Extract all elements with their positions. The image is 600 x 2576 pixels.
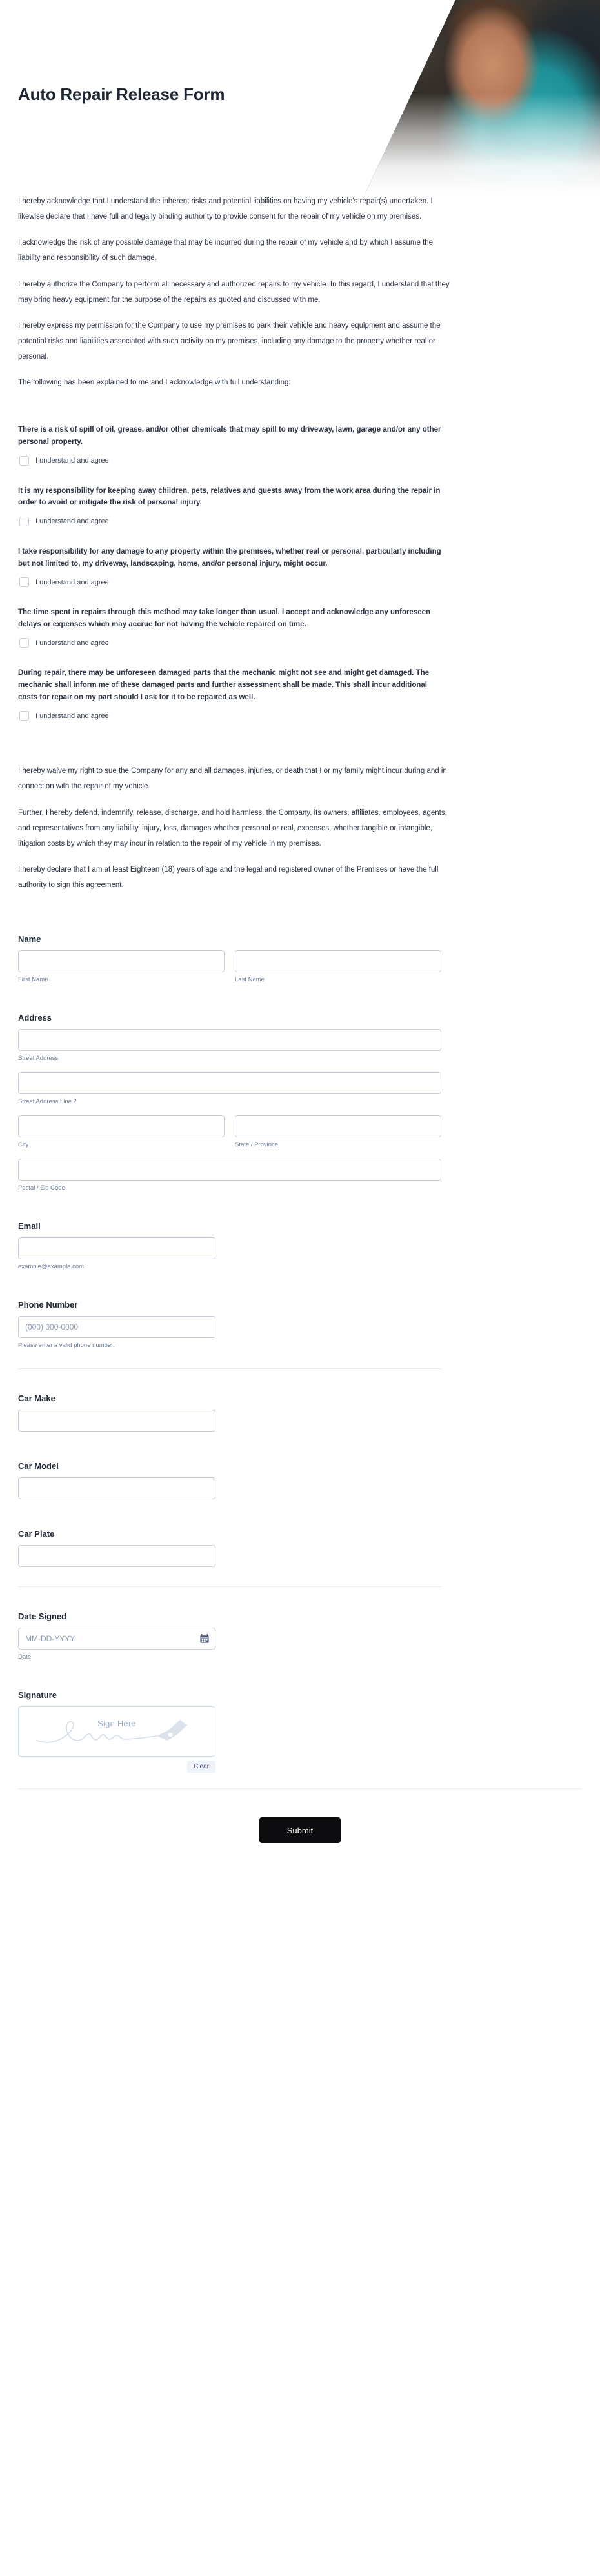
intro-paragraph-3: I hereby authorize the Company to perform all necessary and authorized repairs to my vehicle. In this regard, I understand that they may bring heavy equipment for the purpose of the repairs as quoted and discussed with me. — [18, 280, 450, 304]
spacer — [18, 740, 582, 763]
closing-paragraph-2: Further, I hereby defend, indemnify, release, discharge, and hold harmless, the Company, its owners, affiliates, employees, agents, and representatives from any liability, injury, loss, damages whether personal or real, expenses, whether tangible or intangible, litigation costs by which they may incur in relation to the repair of my vehicle in my premises. — [18, 808, 447, 848]
consent-block-5 — [18, 667, 444, 721]
car-plate-input[interactable] — [18, 1545, 215, 1567]
signature-canvas[interactable] — [18, 1706, 215, 1757]
car-model-input[interactable] — [18, 1477, 215, 1499]
street-address-2-input[interactable] — [18, 1072, 441, 1094]
field-group-email — [18, 1221, 582, 1270]
consent-text: During repair, there may be unforeseen damaged parts that the mechanic might not see and might get damaged. The mechanic shall inform me of these damaged parts and further assessment shall be made. This shall incur additional costs for repair on my part should I ask for it to be repaired as well. — [18, 669, 430, 701]
city-sublabel: City — [18, 1141, 29, 1149]
city-col — [18, 1115, 225, 1148]
postal-col — [18, 1159, 441, 1192]
field-group-address — [18, 1013, 582, 1192]
date-signed-label: Date Signed — [18, 1612, 67, 1622]
date-signed-input[interactable] — [18, 1628, 215, 1650]
intro-paragraph-4: I hereby express my permission for the Company to use my premises to park their vehicle and heavy equipment and assume the potential risks and liabilities associated with such activity on my premises, including any damage to the property whether real or personal. — [18, 321, 441, 361]
email-label: Email — [18, 1221, 41, 1232]
consent-text: There is a risk of spill of oil, grease, and/or other chemicals that may spill to my driveway, lawn, garage and/or any other personal property. — [18, 426, 441, 446]
street-address-sublabel: Street Address — [18, 1055, 59, 1063]
name-label: Name — [18, 934, 41, 944]
consent-checkbox-row-3[interactable] — [18, 577, 444, 587]
first-name-sublabel: First Name — [18, 976, 48, 984]
section-divider-2 — [18, 1586, 441, 1587]
car-model-col — [18, 1477, 215, 1499]
closing-paragraph-3: I hereby declare that I am at least Eighteen (18) years of age and the legal and registered owner of the Premises or have the full authority to sign this agreement. — [18, 865, 439, 890]
postal-zip-input[interactable] — [18, 1159, 441, 1181]
email-col — [18, 1237, 215, 1270]
address-label: Address — [18, 1013, 52, 1023]
field-group-date-signed — [18, 1612, 582, 1661]
spacer — [18, 1676, 582, 1690]
car-make-col — [18, 1410, 215, 1432]
signature-hint-text: Sign Here — [97, 1719, 136, 1729]
consent-block-2 — [18, 485, 444, 526]
signature-clear-row — [18, 1761, 215, 1773]
consent-block-3 — [18, 546, 444, 587]
checkbox-icon[interactable] — [19, 711, 29, 721]
phone-col — [18, 1316, 215, 1349]
checkbox-label: I understand and agree — [35, 457, 109, 465]
city-state-row — [18, 1115, 582, 1148]
last-name-input[interactable] — [235, 950, 441, 972]
date-input-wrapper — [18, 1628, 215, 1650]
date-signed-sublabel: Date — [18, 1653, 32, 1661]
mechanic-photo — [342, 0, 600, 194]
car-make-input[interactable] — [18, 1410, 215, 1432]
email-sublabel: example@example.com — [18, 1263, 85, 1271]
street-address-input[interactable] — [18, 1029, 441, 1051]
state-province-input[interactable] — [235, 1115, 441, 1137]
phone-input[interactable] — [18, 1316, 215, 1338]
section-divider-1 — [18, 1368, 441, 1369]
consent-block-4 — [18, 606, 444, 648]
checkbox-icon[interactable] — [19, 517, 29, 526]
spacer — [18, 1515, 582, 1529]
spacer — [18, 1062, 582, 1072]
phone-sublabel: Please enter a valid phone number. — [18, 1342, 115, 1350]
checkbox-label: I understand and agree — [35, 578, 109, 586]
date-signed-col — [18, 1628, 215, 1661]
intro-paragraph-5: The following has been explained to me and I acknowledge with full understanding: — [18, 379, 291, 387]
field-group-name — [18, 934, 582, 983]
spacer — [18, 401, 582, 424]
consent-checkbox-row-2[interactable] — [18, 517, 444, 526]
consent-checkbox-row-1[interactable] — [18, 456, 444, 466]
checkbox-label: I understand and agree — [35, 639, 109, 647]
field-group-car-make — [18, 1393, 582, 1432]
first-name-input[interactable] — [18, 950, 225, 972]
form-header — [0, 0, 600, 194]
field-group-car-model — [18, 1461, 582, 1499]
checkbox-icon[interactable] — [19, 456, 29, 466]
consent-checkbox-row-4[interactable] — [18, 638, 444, 648]
photo-fade-overlay — [342, 0, 600, 194]
name-inputs-row — [18, 950, 582, 983]
last-name-sublabel: Last Name — [235, 976, 265, 984]
state-col — [235, 1115, 441, 1148]
intro-paragraph-1: I hereby acknowledge that I understand the inherent risks and potential liabilities on having my vehicle's repair(s) undertaken. I likewise declare that I have full and legally binding authority to provide consent for the repair of my vehicle on my premises. — [18, 197, 433, 221]
spacer — [18, 903, 582, 934]
car-plate-label: Car Plate — [18, 1529, 55, 1539]
first-name-col — [18, 950, 225, 983]
checkbox-icon[interactable] — [19, 638, 29, 648]
last-name-col — [235, 950, 441, 983]
street-address-2-sublabel: Street Address Line 2 — [18, 1098, 77, 1106]
consent-text: It is my responsibility for keeping away children, pets, relatives and guests away from the work area during the repair in order to avoid or mitigate the risk of personal injury. — [18, 486, 441, 507]
spacer — [18, 1105, 582, 1115]
submit-button[interactable]: Submit — [259, 1817, 341, 1843]
field-group-signature — [18, 1690, 582, 1773]
clear-signature-button[interactable]: Clear — [187, 1761, 215, 1773]
city-input[interactable] — [18, 1115, 225, 1137]
field-group-phone — [18, 1300, 582, 1349]
page-title: Auto Repair Release Form — [18, 85, 225, 104]
consent-text: I take responsibility for any damage to any property within the premises, whether real or personal, particularly including but not limited to, my driveway, landscaping, home, and/or personal injury, might occur. — [18, 547, 441, 568]
checkbox-icon[interactable] — [19, 577, 29, 587]
closing-paragraph-1: I hereby waive my right to sue the Company for any and all damages, injuries, or death that I or my family might incur during and in connection with the repair of my vehicle. — [18, 767, 447, 791]
checkbox-label: I understand and agree — [35, 712, 109, 720]
consent-text: The time spent in repairs through this method may take longer than usual. I accept and acknowledge any unforeseen delays or expenses which may accrue for not having the vehicle repaired on time. — [18, 608, 431, 628]
consent-checkbox-row-5[interactable] — [18, 711, 444, 721]
submit-area — [18, 1788, 582, 1843]
spacer — [18, 1148, 582, 1159]
signature-label: Signature — [18, 1690, 57, 1701]
spacer — [18, 1207, 582, 1221]
email-input[interactable] — [18, 1237, 215, 1259]
postal-zip-sublabel: Postal / Zip Code — [18, 1184, 65, 1192]
spacer — [18, 1286, 582, 1300]
street-address-2-col — [18, 1072, 441, 1105]
state-province-sublabel: State / Province — [235, 1141, 279, 1149]
car-model-label: Car Model — [18, 1461, 59, 1472]
spacer — [18, 1447, 582, 1461]
field-group-car-plate — [18, 1529, 582, 1567]
consent-block-1 — [18, 424, 444, 465]
street-address-col — [18, 1029, 441, 1062]
checkbox-label: I understand and agree — [35, 517, 109, 526]
form-content — [0, 194, 600, 1843]
spacer — [18, 999, 582, 1013]
car-make-label: Car Make — [18, 1393, 55, 1404]
intro-paragraph-2: I acknowledge the risk of any possible damage that may be incurred during the repair of my vehicle and by which I assume the liability and responsibility of such damage. — [18, 239, 434, 263]
phone-label: Phone Number — [18, 1300, 78, 1310]
car-plate-col — [18, 1545, 215, 1567]
